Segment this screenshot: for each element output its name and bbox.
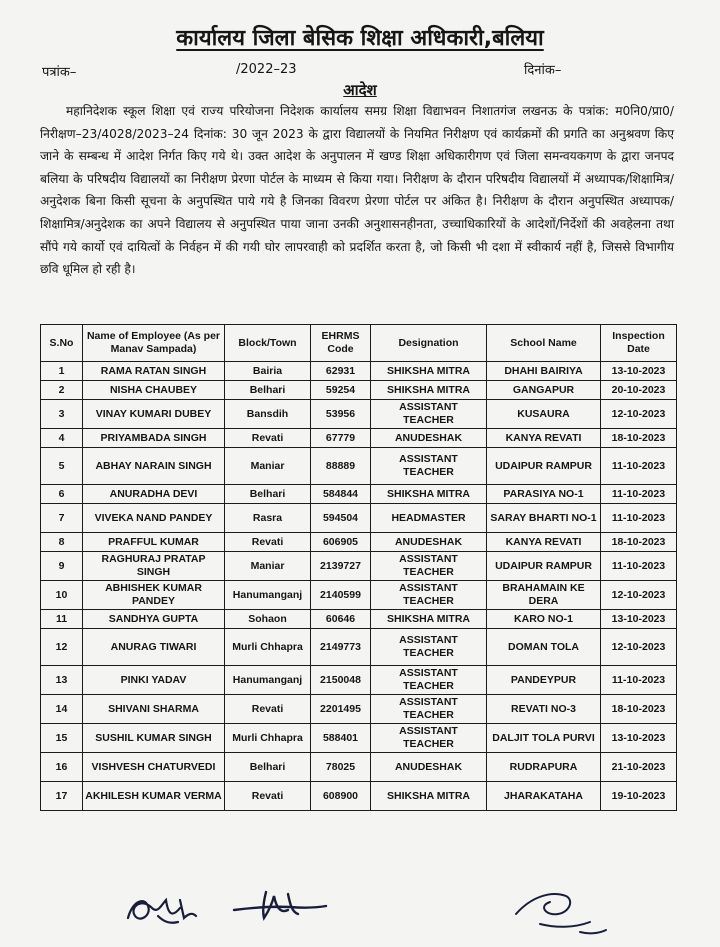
block-town: Rasra [225, 504, 311, 533]
block-town: Revati [225, 695, 311, 724]
inspection-date: 18-10-2023 [601, 533, 677, 552]
table-row [41, 666, 677, 695]
designation: ASSISTANT TEACHER [371, 581, 487, 610]
serial-number: 10 [41, 581, 83, 610]
block-town: Maniar [225, 448, 311, 485]
header-employee-name: Name of Employee (As per Manav Sampada) [83, 325, 225, 362]
designation: SHIKSHA MITRA [371, 782, 487, 811]
designation: ASSISTANT TEACHER [371, 724, 487, 753]
table-row [41, 724, 677, 753]
block-town: Revati [225, 782, 311, 811]
designation: HEADMASTER [371, 504, 487, 533]
inspection-date: 11-10-2023 [601, 448, 677, 485]
inspection-date: 20-10-2023 [601, 381, 677, 400]
header-designation: Designation [371, 325, 487, 362]
block-town: Belhari [225, 485, 311, 504]
serial-number: 11 [41, 610, 83, 629]
school-name: DHAHI BAIRIYA [487, 362, 601, 381]
reference-row [0, 60, 720, 80]
school-name: DALJIT TOLA PURVI [487, 724, 601, 753]
ehrms-code: 2149773 [311, 629, 371, 666]
ehrms-code: 78025 [311, 753, 371, 782]
school-name: UDAIPUR RAMPUR [487, 552, 601, 581]
school-name: KARO NO-1 [487, 610, 601, 629]
employee-name: PRAFFUL KUMAR [83, 533, 225, 552]
designation: ASSISTANT TEACHER [371, 695, 487, 724]
ehrms-code: 584844 [311, 485, 371, 504]
header-sno: S.No [41, 325, 83, 362]
school-name: REVATI NO-3 [487, 695, 601, 724]
table-row [41, 485, 677, 504]
school-name: SARAY BHARTI NO-1 [487, 504, 601, 533]
table-row [41, 581, 677, 610]
employee-name: ANURAG TIWARI [83, 629, 225, 666]
inspection-date: 13-10-2023 [601, 610, 677, 629]
school-name: DOMAN TOLA [487, 629, 601, 666]
header-ehrms-code: EHRMS Code [311, 325, 371, 362]
block-town: Belhari [225, 753, 311, 782]
ehrms-code: 2139727 [311, 552, 371, 581]
designation: SHIKSHA MITRA [371, 485, 487, 504]
school-name: PARASIYA NO-1 [487, 485, 601, 504]
designation: ANUDESHAK [371, 429, 487, 448]
table-row [41, 533, 677, 552]
school-name: RUDRAPURA [487, 753, 601, 782]
inspection-date: 11-10-2023 [601, 666, 677, 695]
block-town: Murli Chhapra [225, 629, 311, 666]
block-town: Revati [225, 533, 311, 552]
designation: ASSISTANT TEACHER [371, 400, 487, 429]
block-town: Hanumanganj [225, 581, 311, 610]
ehrms-code: 53956 [311, 400, 371, 429]
serial-number: 4 [41, 429, 83, 448]
block-town: Bairia [225, 362, 311, 381]
header-block-town: Block/Town [225, 325, 311, 362]
serial-number: 9 [41, 552, 83, 581]
serial-number: 17 [41, 782, 83, 811]
serial-number: 14 [41, 695, 83, 724]
serial-number: 6 [41, 485, 83, 504]
school-name: KANYA REVATI [487, 533, 601, 552]
table-row [41, 629, 677, 666]
inspection-date: 11-10-2023 [601, 485, 677, 504]
serial-number: 3 [41, 400, 83, 429]
inspection-date: 19-10-2023 [601, 782, 677, 811]
serial-number: 7 [41, 504, 83, 533]
inspection-date: 21-10-2023 [601, 753, 677, 782]
table-row [41, 753, 677, 782]
designation: ANUDESHAK [371, 533, 487, 552]
inspection-date: 11-10-2023 [601, 552, 677, 581]
employee-name: SANDHYA GUPTA [83, 610, 225, 629]
designation: ASSISTANT TEACHER [371, 552, 487, 581]
designation: ANUDESHAK [371, 753, 487, 782]
employee-name: VINAY KUMARI DUBEY [83, 400, 225, 429]
ehrms-code: 67779 [311, 429, 371, 448]
inspection-date: 13-10-2023 [601, 362, 677, 381]
block-town: Hanumanganj [225, 666, 311, 695]
serial-number: 13 [41, 666, 83, 695]
reference-year: /2022–23 [236, 62, 297, 77]
ehrms-code: 606905 [311, 533, 371, 552]
ehrms-code: 62931 [311, 362, 371, 381]
designation: ASSISTANT TEACHER [371, 666, 487, 695]
inspection-date: 18-10-2023 [601, 695, 677, 724]
block-town: Maniar [225, 552, 311, 581]
absent-staff-table [40, 324, 677, 811]
signatures-area [100, 870, 720, 947]
signature-2 [230, 880, 330, 928]
ehrms-code: 60646 [311, 610, 371, 629]
ehrms-code: 588401 [311, 724, 371, 753]
serial-number: 16 [41, 753, 83, 782]
employee-name: PRIYAMBADA SINGH [83, 429, 225, 448]
signature-1 [122, 878, 202, 934]
ehrms-code: 2140599 [311, 581, 371, 610]
employee-name: RAGHURAJ PRATAP SINGH [83, 552, 225, 581]
header-inspection-date: Inspection Date [601, 325, 677, 362]
table-row [41, 381, 677, 400]
designation: SHIKSHA MITRA [371, 381, 487, 400]
block-town: Belhari [225, 381, 311, 400]
block-town: Sohaon [225, 610, 311, 629]
header-school-name: School Name [487, 325, 601, 362]
school-name: GANGAPUR [487, 381, 601, 400]
employee-name: NISHA CHAUBEY [83, 381, 225, 400]
employee-name: ABHAY NARAIN SINGH [83, 448, 225, 485]
table-row [41, 782, 677, 811]
serial-number: 12 [41, 629, 83, 666]
school-name: KANYA REVATI [487, 429, 601, 448]
inspection-date: 13-10-2023 [601, 724, 677, 753]
table-header-row [41, 325, 677, 362]
serial-number: 15 [41, 724, 83, 753]
inspection-date: 18-10-2023 [601, 429, 677, 448]
school-name: UDAIPUR RAMPUR [487, 448, 601, 485]
employee-name: PINKI YADAV [83, 666, 225, 695]
serial-number: 5 [41, 448, 83, 485]
employee-name: VIVEKA NAND PANDEY [83, 504, 225, 533]
date-label: दिनांक– [524, 63, 562, 78]
inspection-date: 11-10-2023 [601, 504, 677, 533]
table-row [41, 362, 677, 381]
school-name: KUSAURA [487, 400, 601, 429]
designation: SHIKSHA MITRA [371, 362, 487, 381]
signature-3 [510, 884, 620, 944]
ehrms-code: 2201495 [311, 695, 371, 724]
block-town: Revati [225, 429, 311, 448]
employee-name: RAMA RATAN SINGH [83, 362, 225, 381]
ehrms-code: 594504 [311, 504, 371, 533]
serial-number: 8 [41, 533, 83, 552]
school-name: BRAHAMAIN KE DERA [487, 581, 601, 610]
order-body-text: महानिदेशक स्कूल शिक्षा एवं राज्य परियोजना निदेशक कार्यालय समग्र शिक्षा विद्याभवन निशातगंज लखनऊ के पत्रांक: म0नि0/प्रा0/निरीक्षण–23/4028/2023–24 दिनांक: 30 जून 2023 के द्वारा विद्यालयों के नियमित निरीक्षण एवं कार्यक्रमों की प्रगति का अनुश्रवण किए जाने के सम्बन्ध में आदेश निर्गत किए गये थे। उक्त आदेश के अनुपालन में खण्ड शिक्षा अधिकारीगण एवं जिला समन्वयकगण के द्वारा जनपद बलिया के परिषदीय विद्यालयों का निरीक्षण प्रेरणा पोर्टल के माध्यम से किया गया। निरीक्षण के दौरान परिषदीय विद्यालयों में अध्यापक/शिक्षामित्र/अनुदेशक बिना किसी सूचना के अनुपस्थित पाये गये है जिनका विवरण प्रेरणा पोर्टल पर अंकित है। निरीक्षण के दौरान अनुपस्थित अध्यापक/शिक्षामित्र/अनुदेशक का अपने विद्यालय से अनुपस्थित पाया जाना उनकी अनुशासनहीनता, उच्चाधिकारियों के आदेशों/निर्देशों की अवहेलना तथा सौंपे गये कार्यो एवं दायित्वों के निर्वहन में की गयी घोर लापरवाही को प्रदर्शित करता है, जो किसी भी दशा में स्वीकार्य नहीं है, जिससे विभागीय छवि धूमिल हो रही है। [40, 104, 674, 277]
order-heading: आदेश [343, 81, 377, 99]
designation: ASSISTANT TEACHER [371, 448, 487, 485]
inspection-date: 12-10-2023 [601, 629, 677, 666]
employee-name: ABHISHEK KUMAR PANDEY [83, 581, 225, 610]
office-title: कार्यालय जिला बेसिक शिक्षा अधिकारी,बलिया [176, 26, 544, 51]
employee-name: SUSHIL KUMAR SINGH [83, 724, 225, 753]
table-row [41, 448, 677, 485]
employee-name: AKHILESH KUMAR VERMA [83, 782, 225, 811]
inspection-date: 12-10-2023 [601, 400, 677, 429]
table-row [41, 695, 677, 724]
table-row [41, 400, 677, 429]
reference-number-label: पत्रांक– [42, 65, 77, 80]
ehrms-code: 88889 [311, 448, 371, 485]
employee-name: VISHVESH CHATURVEDI [83, 753, 225, 782]
school-name: JHARAKATAHA [487, 782, 601, 811]
ehrms-code: 59254 [311, 381, 371, 400]
ehrms-code: 2150048 [311, 666, 371, 695]
table-row [41, 429, 677, 448]
employee-name: ANURADHA DEVI [83, 485, 225, 504]
ehrms-code: 608900 [311, 782, 371, 811]
table-row [41, 504, 677, 533]
table-body [41, 362, 677, 811]
designation: SHIKSHA MITRA [371, 610, 487, 629]
designation: ASSISTANT TEACHER [371, 629, 487, 666]
serial-number: 2 [41, 381, 83, 400]
table-row [41, 552, 677, 581]
employee-name: SHIVANI SHARMA [83, 695, 225, 724]
table-row [41, 610, 677, 629]
serial-number: 1 [41, 362, 83, 381]
block-town: Bansdih [225, 400, 311, 429]
school-name: PANDEYPUR [487, 666, 601, 695]
inspection-date: 12-10-2023 [601, 581, 677, 610]
block-town: Murli Chhapra [225, 724, 311, 753]
